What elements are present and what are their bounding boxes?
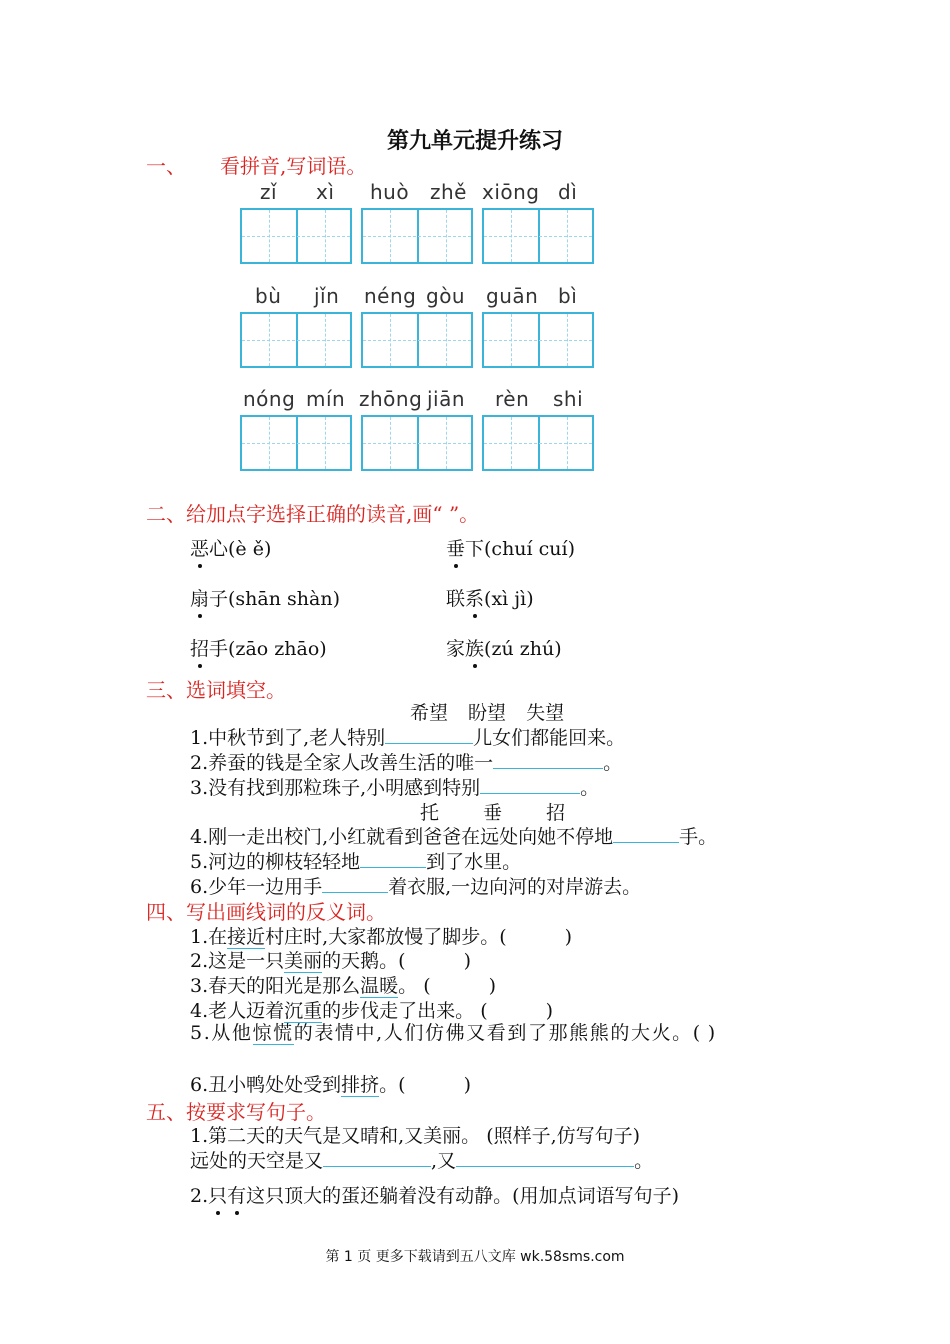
pinyin: dì (558, 180, 578, 204)
reading-item: 恶心(è ě) (190, 534, 271, 561)
answer-blank[interactable] (360, 849, 426, 868)
pinyin: zhōng (359, 387, 423, 411)
section-2-heading: 二、给加点字选择正确的读音,画“ ”。 (146, 502, 480, 526)
writing-grid[interactable] (361, 208, 473, 264)
writing-grid[interactable] (482, 415, 594, 471)
pinyin: mín (306, 387, 346, 411)
writing-grid[interactable] (240, 312, 352, 368)
pinyin: gòu (426, 284, 466, 308)
word-bank: 希望 盼望 失望 (410, 702, 565, 724)
section-1-title: 看拼音,写词语。 (220, 154, 367, 178)
question: 5.河边的柳枝轻轻地 到了水里。 (190, 851, 522, 873)
section-1-heading (146, 150, 366, 179)
question: 2.只有这只顶大的蛋还躺着没有动静。(用加点词语写句子) (190, 1181, 679, 1208)
pinyin: bì (558, 284, 578, 308)
pinyin: nóng (243, 387, 296, 411)
pinyin: néng (364, 284, 417, 308)
reading-item: 招手(zāo zhāo) (190, 634, 327, 661)
question: 4.刚一走出校门,小红就看到爸爸在远处向她不停地 手。 (190, 826, 718, 848)
writing-grid[interactable] (482, 312, 594, 368)
page-footer: 第 1 页 更多下载请到五八文库 wk.58sms.com (325, 1249, 625, 1265)
pinyin: xiōng (482, 180, 540, 204)
pinyin: shi (553, 387, 584, 411)
pinyin: zǐ (260, 180, 278, 204)
answer-blank[interactable] (493, 750, 603, 769)
writing-grid[interactable] (361, 415, 473, 471)
pinyin: zhě (430, 180, 467, 204)
page-title: 第九单元提升练习 (386, 128, 563, 154)
reading-item: 垂下(chuí cuí) (446, 534, 575, 561)
reading-item: 联系(xì jì) (446, 584, 534, 611)
answer-line: 远处的天空是又 ,又 。 (190, 1150, 654, 1172)
pinyin: huò (370, 180, 410, 204)
question: 1.中秋节到了,老人特别 儿女们都能回来。 (190, 727, 626, 749)
pinyin: rèn (495, 387, 530, 411)
pinyin: xì (316, 180, 335, 204)
section-3-heading: 三、选词填空。 (146, 678, 286, 702)
answer-blank[interactable] (323, 1148, 431, 1167)
word-bank: 托 垂 招 (420, 802, 566, 824)
question: 1.第二天的天气是又晴和,又美丽。 (照样子,仿写句子) (190, 1125, 641, 1147)
section-5-heading: 五、按要求写句子。 (146, 1100, 326, 1124)
question: 1.在接近村庄时,大家都放慢了脚步。( ) (190, 926, 573, 948)
question: 3.春天的阳光是那么温暖。 ( ) (190, 975, 497, 997)
writing-grid[interactable] (361, 312, 473, 368)
section-1-number: 一、 (146, 154, 186, 178)
pinyin: bù (255, 284, 282, 308)
question: 2.养蚕的钱是全家人改善生活的唯一 。 (190, 752, 623, 774)
question: 6.丑小鸭处处受到排挤。( ) (190, 1074, 471, 1096)
question: 6.少年一边用手 着衣服,一边向河的对岸游去。 (190, 876, 642, 898)
question: 3.没有找到那粒珠子,小明感到特别 。 (190, 777, 600, 799)
answer-blank[interactable] (456, 1148, 634, 1167)
answer-blank[interactable] (385, 725, 473, 744)
writing-grid[interactable] (240, 208, 352, 264)
writing-grid[interactable] (240, 415, 352, 471)
question: 5.从他惊慌的表情中,人们仿佛又看到了那熊熊的大火。( ) (190, 1022, 717, 1044)
section-4-heading: 四、写出画线词的反义词。 (146, 900, 386, 924)
answer-blank[interactable] (613, 824, 679, 843)
question: 4.老人迈着沉重的步伐走了出来。 ( ) (190, 1000, 554, 1022)
question: 2.这是一只美丽的天鹅。( ) (190, 950, 471, 972)
pinyin: jiān (427, 387, 466, 411)
reading-item: 扇子(shān shàn) (190, 584, 340, 611)
pinyin: guān (486, 284, 539, 308)
writing-grid[interactable] (482, 208, 594, 264)
pinyin: jǐn (314, 284, 340, 308)
answer-blank[interactable] (322, 874, 388, 893)
answer-blank[interactable] (480, 775, 580, 794)
reading-item: 家族(zú zhú) (446, 634, 562, 661)
